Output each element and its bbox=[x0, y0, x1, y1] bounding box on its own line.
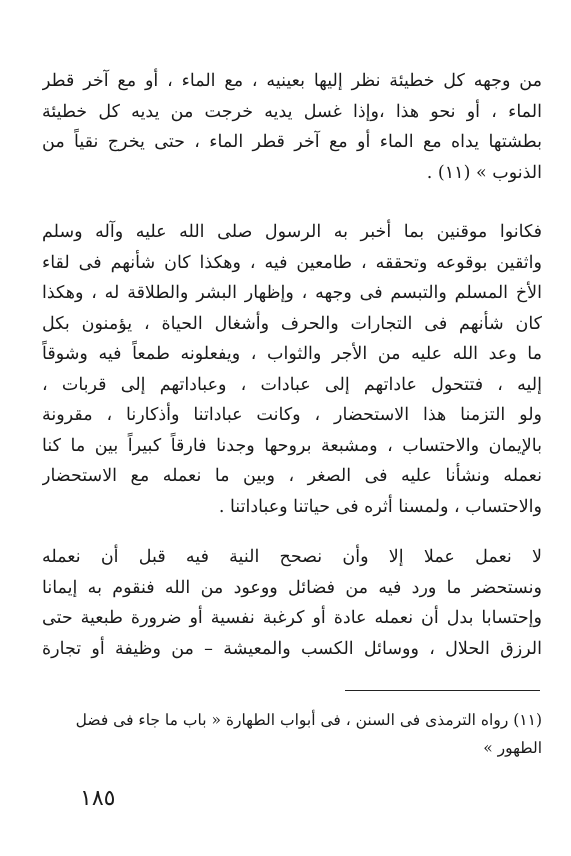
text-line: ما وعد الله عليه من الأجر والثواب ، ويفعلونه طمعاً فيه وشوقاً bbox=[42, 344, 542, 364]
text-line: ولو التزمنا هذا الاستحضار ، وكانت عباداتنا وأذكارنا ، مقرونة bbox=[42, 405, 542, 425]
text-line: إليه ، فتتحول عاداتهم إلى عبادات ، وعباداتهم إلى قربات ، bbox=[42, 374, 542, 395]
text-line: كان شأنهم فى التجارات والحرف وأشغال الحياة ، يؤمنون بكل bbox=[42, 313, 542, 334]
text-line: نعمله ونشأنا عليه فى الصغر ، وبين ما نعمله مع الاستحضار bbox=[42, 466, 542, 486]
footnote-line: الطهور » bbox=[483, 739, 542, 757]
text-line: الأخ المسلم والتبسم فى وجهه ، وإظهار البشر والطلاقة له ، وهكذا bbox=[42, 283, 542, 303]
text-line: بالإيمان والاحتساب ، ومشبعة بروحها وجدنا فارقاً كبيراً بين ما كنا bbox=[42, 435, 542, 456]
text-line: بطشتها يداه مع الماء أو مع آخر قطر الماء ، حتى يخرج نقياً من bbox=[42, 132, 542, 152]
text-line: الرزق الحلال ، ووسائل الكسب والمعيشة – من وظيفة أو تجارة bbox=[42, 638, 542, 659]
text-line: وإحتسابا بدل أن نعمله عادة أو كرغبة نفسية أو ضرورة طبعية حتى bbox=[42, 608, 542, 628]
text-line: والاحتساب ، ولمسنا أثره فى حياتنا وعباداتنا . bbox=[218, 496, 542, 517]
text-line: من وجهه كل خطيئة نظر إليها بعينيه ، مع الماء ، أو مع آخر قطر bbox=[42, 71, 542, 91]
text-line: فكانوا موقنين بما أخبر به الرسول صلى الله عليه وآله وسلم bbox=[42, 222, 542, 242]
text-line: واثقين بوقوعه وتحققه ، طامعين فيه ، وهكذا كان شأنهم فى لقاء bbox=[42, 252, 542, 273]
text-line: ونستحضر ما ورد فيه من فضائل ووعود من الله فنقوم به إيمانا bbox=[42, 577, 542, 598]
page-number: ١٨٥ bbox=[80, 786, 116, 811]
text-line: لا نعمل عملا إلا وأن نصحح النية فيه قبل أن نعمله bbox=[42, 547, 542, 567]
text-line: الذنوب » (١١) . bbox=[426, 162, 542, 183]
paragraph-2 bbox=[42, 217, 542, 522]
text-line: الماء ، أو نحو هذا ،وإذا غسل يديه خرجت من يديه كل خطيئة bbox=[42, 101, 542, 122]
footnote-divider bbox=[345, 690, 540, 691]
footnote bbox=[42, 706, 542, 762]
paragraph-3 bbox=[42, 542, 542, 664]
paragraph-1 bbox=[42, 66, 542, 188]
footnote-line: (١١) رواه الترمذى فى السنن ، فى أبواب الطهارة « باب ما جاء فى فضل bbox=[75, 711, 542, 729]
